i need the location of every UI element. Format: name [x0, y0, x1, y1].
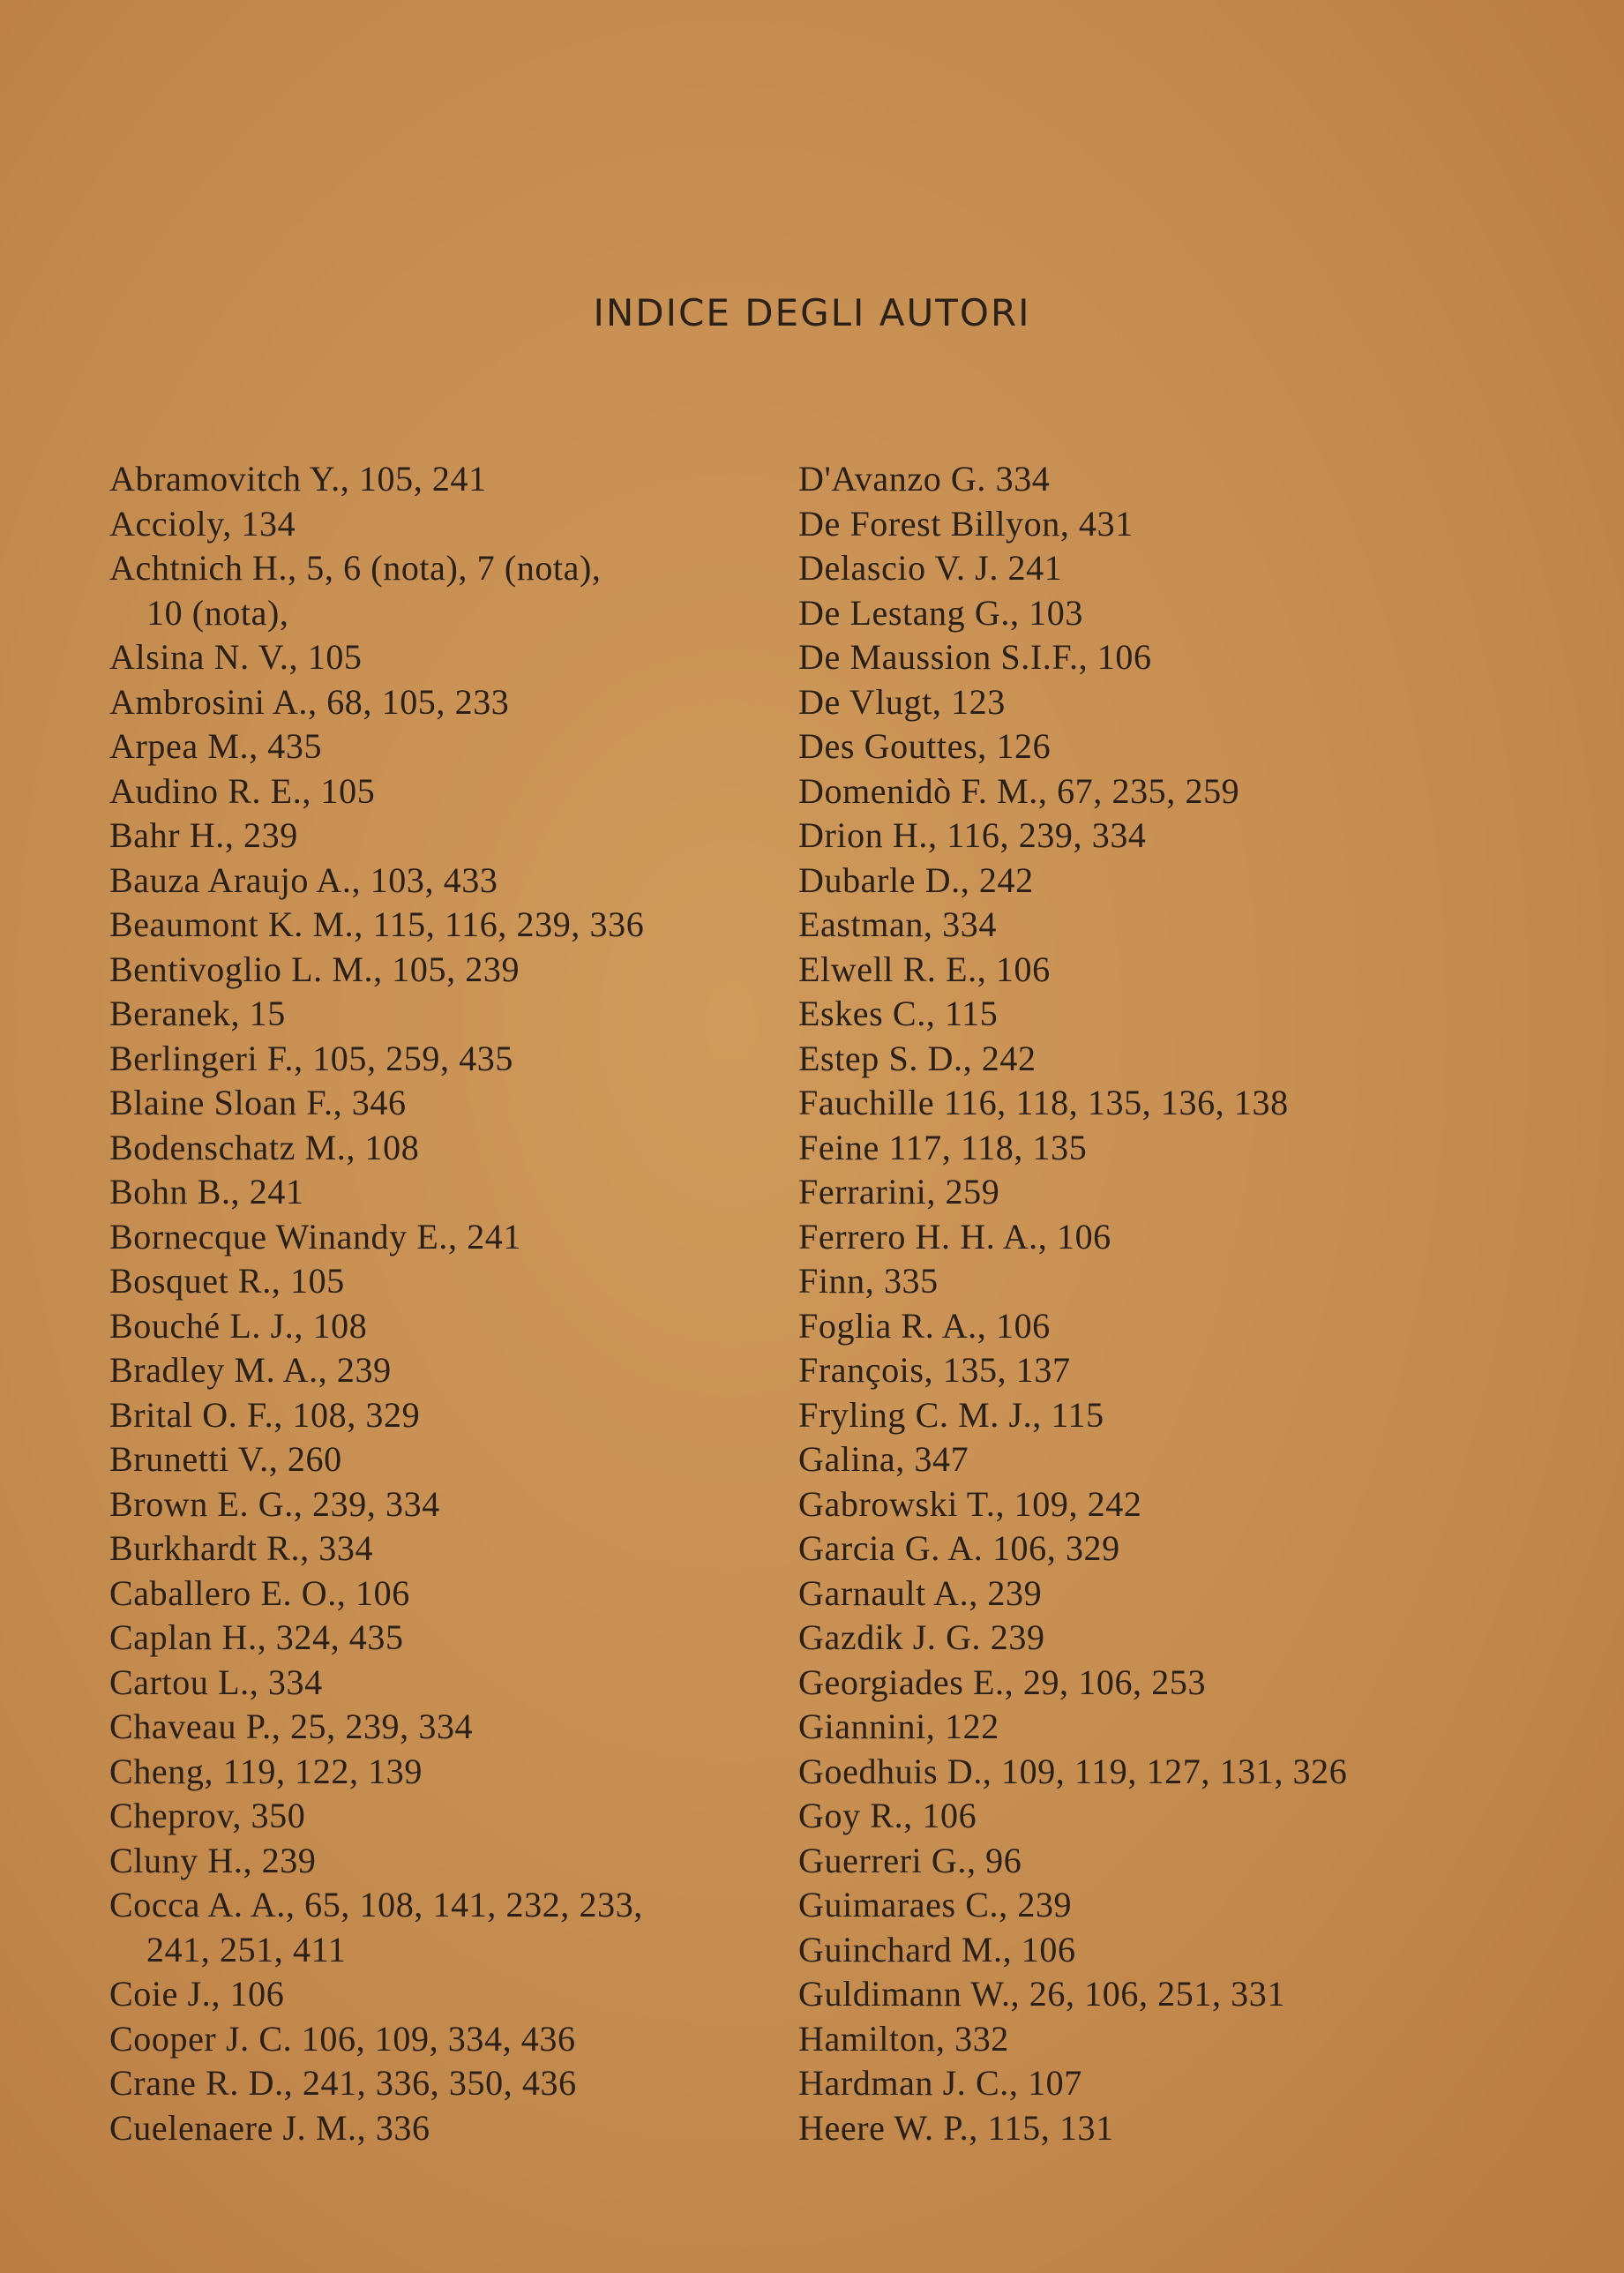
index-entry	[109, 635, 780, 680]
index-entry	[109, 992, 780, 1037]
index-entry	[798, 546, 1592, 591]
index-entry	[798, 1215, 1592, 1260]
index-entry	[798, 1616, 1592, 1661]
entry-text: Bradley M. A., 239	[109, 1350, 392, 1390]
index-entry	[109, 1037, 780, 1082]
entry-text: Goy R., 106	[798, 1796, 977, 1835]
index-entry	[109, 1750, 780, 1795]
entry-text: Bodenschatz M., 108	[109, 1127, 420, 1167]
entry-text: Burkhardt R., 334	[109, 1528, 374, 1568]
index-entry	[109, 1794, 780, 1839]
entry-text: Gazdik J. G. 239	[798, 1617, 1045, 1657]
index-entry	[109, 680, 780, 725]
index-entry	[109, 1839, 780, 1884]
entry-text: Eastman, 334	[798, 904, 997, 944]
entry-text: Chaveau P., 25, 239, 334	[109, 1707, 474, 1746]
index-entry	[109, 1126, 780, 1171]
index-entry	[109, 1572, 780, 1617]
entry-text: Guldimann W., 26, 106, 251, 331	[798, 1974, 1285, 2014]
entry-text: Heere W. P., 115, 131	[798, 2107, 1114, 2148]
entry-text: Brunetti V., 260	[109, 1439, 342, 1479]
page-title: INDICE DEGLI AUTORI	[593, 291, 1031, 334]
index-entry	[109, 948, 780, 993]
index-entry	[798, 859, 1592, 904]
entry-text: Beranek, 15	[109, 994, 286, 1033]
index-entry	[109, 1661, 780, 1706]
entry-text: Feine 117, 118, 135	[798, 1127, 1088, 1167]
entry-continuation: 241, 251, 411	[146, 1929, 347, 1969]
index-entry	[798, 1972, 1592, 2017]
entry-continuation: 10 (nota),	[146, 592, 289, 633]
entry-text: De Vlugt, 123	[798, 681, 1006, 722]
index-entry	[798, 1839, 1592, 1884]
entry-text: Alsina N. V., 105	[109, 637, 363, 677]
entry-text: Audino R. E., 105	[109, 770, 376, 811]
index-entry	[798, 591, 1592, 636]
index-entry	[798, 1304, 1592, 1349]
entry-text: Bosquet R., 105	[109, 1261, 345, 1301]
entry-text: Hardman J. C., 107	[798, 2063, 1082, 2103]
entry-text: Giannini, 122	[798, 1707, 999, 1746]
entry-text: Galina, 347	[798, 1439, 969, 1479]
entry-text: D'Avanzo G. 334	[798, 459, 1051, 499]
entry-text: De Lestang G., 103	[798, 592, 1083, 633]
entry-text: Hamilton, 332	[798, 2018, 1009, 2059]
index-entry	[798, 1126, 1592, 1171]
entry-text: Finn, 335	[798, 1261, 939, 1301]
entry-text: Des Gouttes, 126	[798, 726, 1051, 766]
index-entry	[798, 502, 1592, 547]
index-entry	[798, 680, 1592, 725]
index-entry	[798, 1081, 1592, 1126]
index-entry	[109, 1527, 780, 1572]
entry-text: De Forest Billyon, 431	[798, 503, 1134, 544]
index-entry	[109, 1304, 780, 1349]
entry-text: Cuelenaere J. M., 336	[109, 2107, 430, 2148]
index-entry	[798, 457, 1592, 502]
index-entry	[798, 1705, 1592, 1750]
index-entry	[798, 1259, 1592, 1304]
entry-text: Berlingeri F., 105, 259, 435	[109, 1038, 514, 1078]
entry-text: Brown E. G., 239, 334	[109, 1483, 440, 1524]
index-entry	[109, 769, 780, 814]
index-entry	[798, 948, 1592, 993]
index-entry	[798, 1750, 1592, 1795]
index-entry	[798, 992, 1592, 1037]
entry-text: Crane R. D., 241, 336, 350, 436	[109, 2063, 577, 2103]
index-entry	[109, 724, 780, 769]
index-entry	[798, 724, 1592, 769]
index-entry	[798, 1348, 1592, 1393]
entry-text: Georgiades E., 29, 106, 253	[798, 1662, 1207, 1702]
index-entry	[798, 1393, 1592, 1438]
entry-text: Garcia G. A. 106, 329	[798, 1528, 1120, 1568]
index-entry	[798, 1527, 1592, 1572]
index-entry	[109, 1259, 780, 1304]
index-entry	[109, 1393, 780, 1438]
index-entry	[109, 859, 780, 904]
entry-text: Bouché L. J., 108	[109, 1305, 368, 1346]
entry-text: Dubarle D., 242	[798, 859, 1034, 900]
entry-text: Drion H., 116, 239, 334	[798, 815, 1147, 855]
index-entry	[798, 769, 1592, 814]
index-entry	[109, 502, 780, 547]
index-entry	[798, 1170, 1592, 1215]
index-entry	[798, 2017, 1592, 2062]
index-column-left	[109, 457, 780, 2150]
entry-text: Guerreri G., 96	[798, 1840, 1022, 1880]
index-entry	[109, 1348, 780, 1393]
index-entry	[798, 1928, 1592, 1973]
index-entry	[109, 1215, 780, 1260]
index-entry	[798, 2106, 1592, 2151]
entry-text: Cheng, 119, 122, 139	[109, 1751, 423, 1791]
entry-text: Garnault A., 239	[798, 1572, 1043, 1613]
entry-text: Coie J., 106	[109, 1974, 285, 2014]
entry-text: Fryling C. M. J., 115	[798, 1394, 1104, 1435]
index-entry	[109, 2017, 780, 2062]
index-entry	[109, 2106, 780, 2151]
index-entry	[109, 1437, 780, 1482]
entry-text: Bornecque Winandy E., 241	[109, 1216, 521, 1257]
index-entry	[109, 457, 780, 502]
index-entry	[109, 814, 780, 859]
entry-text: Fauchille 116, 118, 135, 136, 138	[798, 1083, 1289, 1122]
entry-text: Guinchard M., 106	[798, 1929, 1076, 1969]
index-entry	[109, 1616, 780, 1661]
entry-text: Estep S. D., 242	[798, 1038, 1037, 1078]
index-entry	[109, 1081, 780, 1126]
index-entry	[109, 1705, 780, 1750]
entry-text: De Maussion S.I.F., 106	[798, 637, 1152, 677]
entry-text: Arpea M., 435	[109, 726, 323, 766]
entry-text: Goedhuis D., 109, 119, 127, 131, 326	[798, 1751, 1348, 1791]
entry-text: Brital O. F., 108, 329	[109, 1394, 421, 1435]
entry-text: Domenidò F. M., 67, 235, 259	[798, 770, 1240, 811]
entry-text: Bauza Araujo A., 103, 433	[109, 859, 498, 900]
entry-text: Elwell R. E., 106	[798, 949, 1051, 989]
entry-text: Cheprov, 350	[109, 1796, 306, 1835]
entry-text: Cocca A. A., 65, 108, 141, 232, 233,	[109, 1885, 643, 1924]
index-entry	[798, 2061, 1592, 2106]
entry-text: Cooper J. C. 106, 109, 334, 436	[109, 2018, 576, 2059]
entry-text: Bentivoglio L. M., 105, 239	[109, 949, 520, 989]
entry-text: Eskes C., 115	[798, 994, 999, 1033]
index-entry	[109, 1972, 780, 2017]
entry-text: Caplan H., 324, 435	[109, 1617, 404, 1657]
entry-text: Ferrero H. H. A., 106	[798, 1216, 1111, 1257]
entry-text: François, 135, 137	[798, 1350, 1071, 1390]
entry-text: Delascio V. J. 241	[798, 548, 1063, 588]
index-entry	[109, 903, 780, 948]
index-entry	[798, 1037, 1592, 1082]
index-entry	[798, 1883, 1592, 1928]
entry-text: Gabrowski T., 109, 242	[798, 1483, 1142, 1524]
entry-text: Accioly, 134	[109, 503, 296, 544]
entry-text: Caballero E. O., 106	[109, 1572, 410, 1613]
entry-text: Beaumont K. M., 115, 116, 239, 336	[109, 904, 645, 944]
entry-text: Abramovitch Y., 105, 241	[109, 459, 487, 499]
index-entry	[109, 2061, 780, 2106]
entry-text: Cluny H., 239	[109, 1840, 317, 1880]
entry-text: Bahr H., 239	[109, 815, 298, 855]
index-entry	[798, 635, 1592, 680]
index-entry	[798, 1572, 1592, 1617]
entry-text: Achtnich H., 5, 6 (nota), 7 (nota),	[109, 548, 602, 588]
index-entry	[109, 546, 780, 635]
entry-text: Guimaraes C., 239	[798, 1885, 1073, 1924]
index-entry	[798, 814, 1592, 859]
index-column-right	[798, 457, 1592, 2150]
entry-text: Bohn B., 241	[109, 1172, 304, 1212]
index-entry	[798, 903, 1592, 948]
index-entry	[798, 1794, 1592, 1839]
entry-text: Ambrosini A., 68, 105, 233	[109, 681, 510, 722]
index-entry	[798, 1661, 1592, 1706]
entry-text: Foglia R. A., 106	[798, 1305, 1051, 1346]
index-entry	[109, 1883, 780, 1972]
entry-text: Ferrarini, 259	[798, 1172, 1000, 1212]
index-entry	[798, 1437, 1592, 1482]
index-entry	[798, 1482, 1592, 1527]
entry-text: Blaine Sloan F., 346	[109, 1083, 407, 1122]
index-entry	[109, 1482, 780, 1527]
entry-text: Cartou L., 334	[109, 1662, 323, 1702]
index-entry	[109, 1170, 780, 1215]
